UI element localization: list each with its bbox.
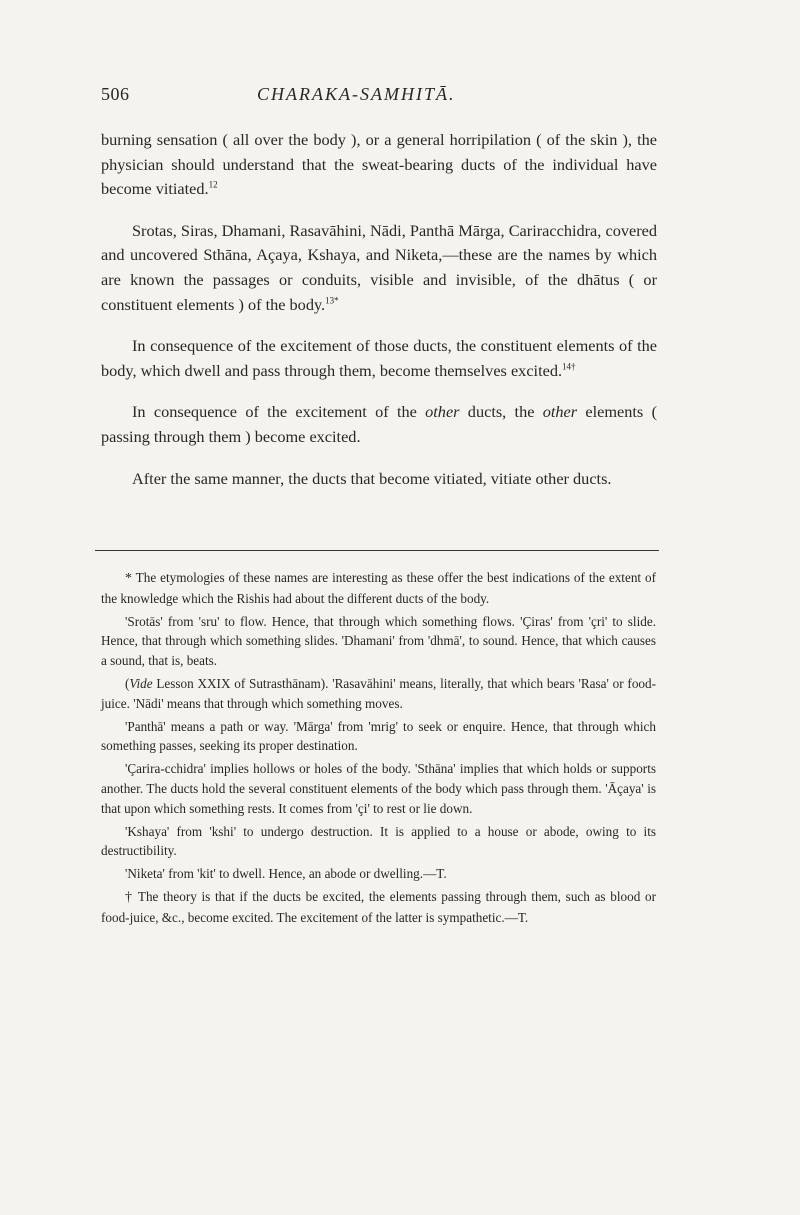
- paragraph-4-text-b: ducts, the: [459, 402, 543, 422]
- paragraph-4-emphasis-2: other: [542, 402, 578, 422]
- footnote-5: [101, 759, 656, 818]
- running-head: CHARAKA-SAMHITĀ.: [257, 84, 456, 104]
- footnotes: [101, 568, 656, 931]
- footnote-1-text: The etymologies of these names are interesting as these offer the best indications of the extent of the knowledge which the Rishis had about the different ducts of the body.: [101, 570, 656, 606]
- main-text: [101, 128, 657, 508]
- footnote-divider: [95, 550, 659, 551]
- footnote-mark-dagger: †: [125, 890, 134, 906]
- note-ref-12: 12: [208, 179, 218, 190]
- note-ref-14: 14†: [562, 361, 576, 372]
- paragraph-4: [101, 400, 657, 449]
- paragraph-3: [101, 334, 657, 383]
- paragraph-3-text: In consequence of the excitement of those ducts, the constituent elements of the body, which dwell and pass through them, become themselves excited.: [101, 336, 657, 380]
- footnote-4: [101, 717, 656, 756]
- page-header: [101, 84, 661, 114]
- paragraph-5: [101, 467, 657, 492]
- paragraph-2-text: Srotas, Siras, Dhamani, Rasavāhini, Nādi, Panthā Mārga, Cariracchidra, covered and uncovered Sthāna, Açaya, Kshaya, and Niketa,—these are the names by which are known the passages or conduits, visible and invisible, of the dhātus ( or constituent elements ) of the body.: [101, 220, 657, 314]
- paragraph-2: [101, 219, 657, 317]
- footnote-3: (Vide Lesson XXIX of Sutrasthānam). 'Rasavāhini' means, literally, that which bears 'Rasa' or food-juice. 'Nādi' means that through which something moves.: [101, 675, 656, 711]
- footnote-6: [101, 822, 656, 861]
- paragraph-4-text-c: elements ( passing through them ) become excited.: [101, 402, 657, 446]
- footnote-7-text: 'Niketa' from 'kit' to dwell. Hence, an abode or dwelling.—T.: [125, 866, 447, 882]
- footnote-7: [101, 864, 656, 884]
- footnote-3-text: Lesson XXIX of Sutrasthānam). 'Rasavāhini' means, literally, that which bears 'Rasa' or food-juice. 'Nādi' means that through which something moves.: [101, 675, 656, 711]
- footnote-3-emphasis: Vide: [129, 675, 153, 691]
- footnote-mark-asterisk: *: [125, 571, 132, 586]
- footnote-6-text: 'Kshaya' from 'kshi' to undergo destruction. It is applied to a house or abode, owing to its destructibility.: [101, 823, 656, 859]
- footnote-8: [101, 887, 656, 927]
- paragraph-4-text-a: In consequence of the excitement of the: [132, 402, 426, 422]
- page-number: 506: [101, 84, 130, 104]
- footnote-2: [101, 612, 656, 671]
- footnote-2-text: 'Srotās' from 'sru' to flow. Hence, that through which something flows. 'Çiras' from 'çri' to slide. Hence, that through which something slides. 'Dhamani' from 'dhmā', to sound. Hence, that which causes a sound, that is, beats.: [101, 613, 656, 668]
- paragraph-1: [101, 128, 657, 202]
- note-ref-13: 13*: [325, 295, 339, 306]
- footnote-4-text: 'Panthā' means a path or way. 'Mārga' from 'mrig' to seek or enquire. Hence, that through which something passes, seeking its proper destination.: [101, 718, 656, 754]
- footnote-1: [101, 568, 656, 608]
- paragraph-1-text: burning sensation ( all over the body ), or a general horripilation ( of the skin ), the physician should understand that the sweat-bearing ducts of the individual have become vitiated.: [101, 130, 657, 199]
- footnote-5-text: 'Çarira-cchidra' implies hollows or holes of the body. 'Sthāna' implies that which holds or supports another. The ducts hold the several constituent elements of the body which pass through them. 'Āçaya' is that upon which something rests. It comes from 'çi' to rest or lie down.: [101, 761, 656, 816]
- footnote-8-text: The theory is that if the ducts be excited, the elements passing through them, such as blood or food-juice, &c., become excited. The excitement of the latter is sympathetic.—T.: [101, 889, 657, 925]
- paragraph-4-emphasis-1: other: [425, 402, 460, 422]
- paragraph-5-text: After the same manner, the ducts that become vitiated, vitiate other ducts.: [132, 468, 612, 488]
